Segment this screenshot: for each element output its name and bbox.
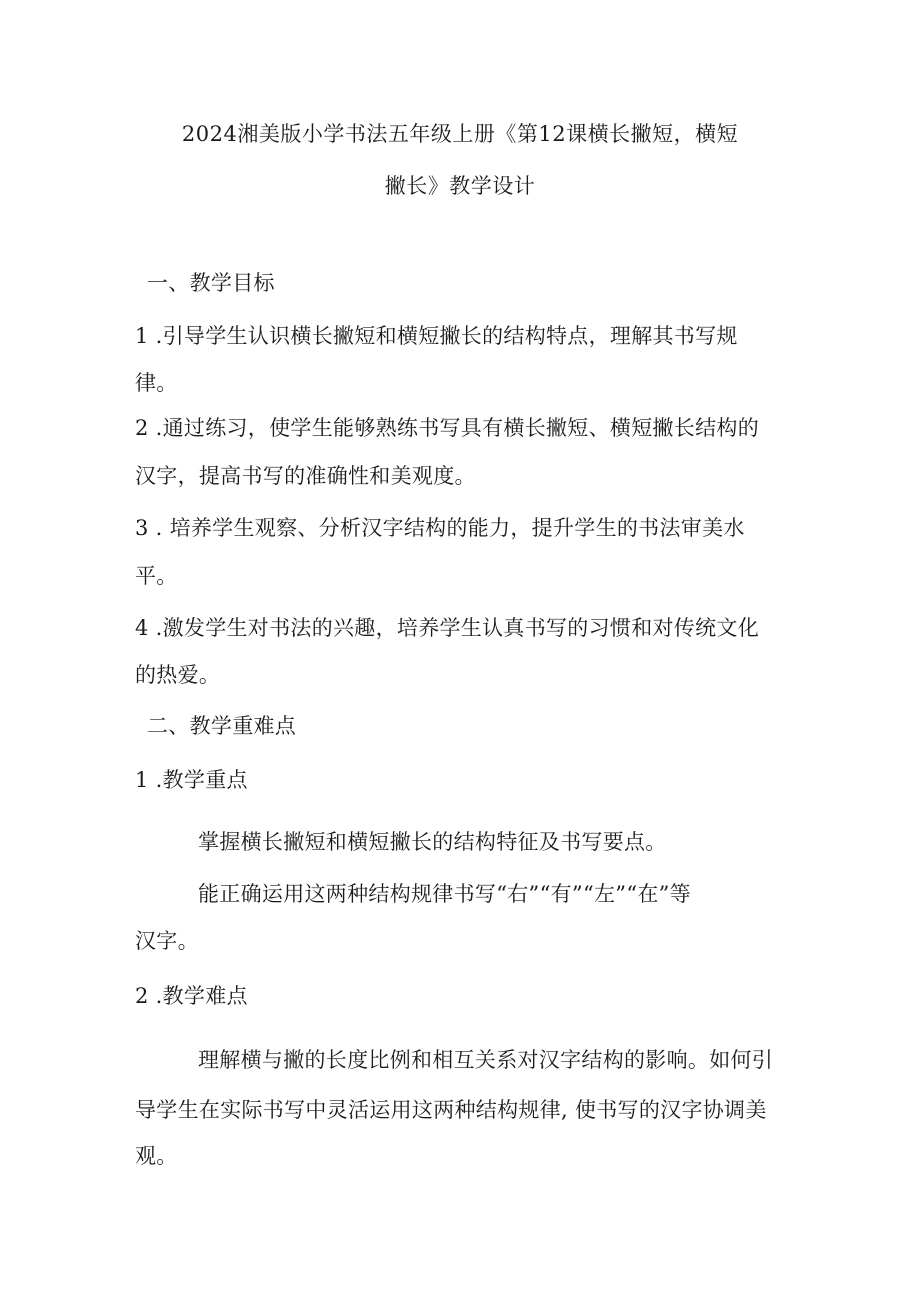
difficult-point-line-1: 理解横与撇的长度比例和相互关系对汉字结构的影响。如何引	[198, 1048, 774, 1072]
key-point-paragraph-1: 掌握横长撇短和横短撇长的结构特征及书写要点。	[198, 830, 667, 854]
objective-1-line-2: 律。	[135, 371, 178, 395]
objective-1-line-1: 1 .引导学生认识横长撇短和横短撇长的结构特点，理解其书写规	[135, 324, 738, 348]
objective-2-line-2: 汉字，提高书写的准确性和美观度。	[135, 464, 476, 488]
key-point-paragraph-2-line-2: 汉字。	[135, 929, 199, 953]
objective-3-line-1: 3 . 培养学生观察、分析汉字结构的能力，提升学生的书法审美水	[135, 516, 745, 540]
objective-3-line-2: 平。	[135, 564, 178, 588]
section-heading-key-difficult-points: 二、教学重难点	[147, 714, 297, 738]
objective-2-line-1: 2 .通过练习，使学生能够熟练书写具有横长撇短、横短撇长结构的	[135, 416, 760, 440]
difficult-point-line-2: 导学生在实际书写中灵活运用这两种结构规律, 使书写的汉字协调美	[135, 1098, 767, 1122]
subheading-key-points: 1 .教学重点	[135, 768, 248, 792]
objective-4-line-1: 4 .激发学生对书法的兴趣，培养学生认真书写的习惯和对传统文化	[135, 616, 760, 640]
document-title-line-1: 2024湘美版小学书法五年级上册《第12课横长撇短，横短	[181, 122, 739, 146]
section-heading-objectives: 一、教学目标	[147, 271, 275, 295]
objective-4-line-2: 的热爱。	[135, 663, 221, 687]
difficult-point-line-3: 观。	[135, 1144, 178, 1168]
subheading-difficult-points: 2 .教学难点	[135, 984, 248, 1008]
document-title-line-2: 撇长》教学设计	[384, 174, 536, 198]
key-point-paragraph-2-line-1: 能正确运用这两种结构规律书写“右”“有”“左”“在”等	[198, 882, 691, 906]
